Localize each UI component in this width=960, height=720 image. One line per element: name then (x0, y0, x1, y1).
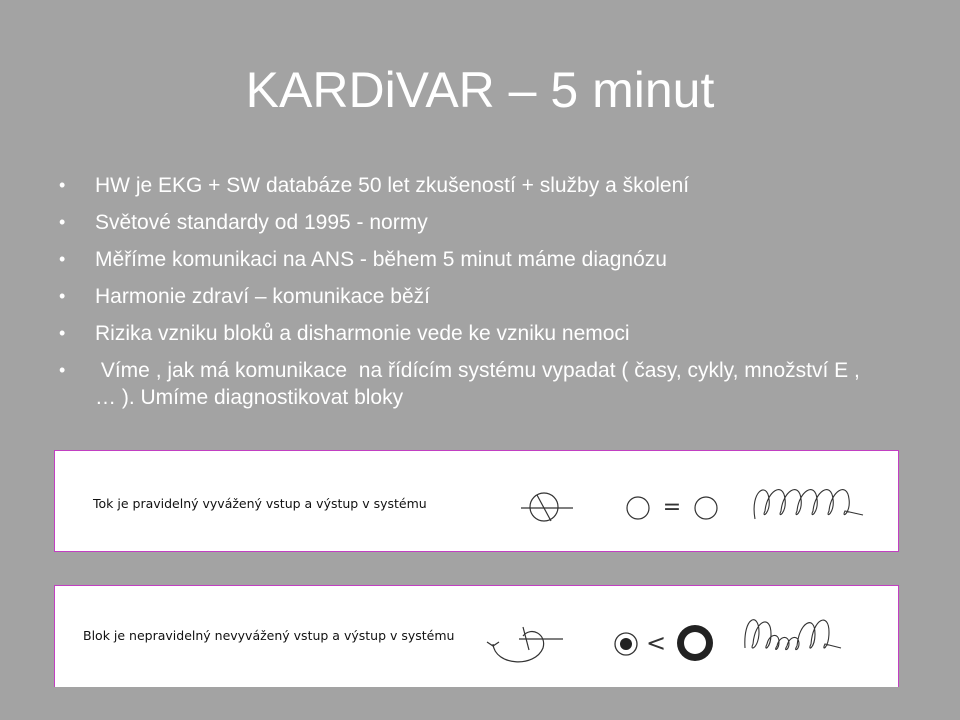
equals-symbol: = (662, 495, 682, 520)
less-than-symbol: < (645, 629, 667, 657)
bullet-dot-icon: • (59, 175, 66, 195)
crossed-circle-icon (521, 493, 573, 521)
bullet-text: Světové standardy od 1995 - normy (95, 211, 428, 234)
block-diagram-label: Blok je nepravidelný nevyvážený vstup a výstup v systému (83, 628, 455, 643)
bullet-dot-icon: • (59, 212, 66, 232)
bullet-item (59, 283, 882, 310)
bullet-item (59, 320, 882, 347)
flow-diagram-graphics (55, 451, 900, 553)
bullet-item (59, 246, 882, 273)
bullet-text: HW je EKG + SW databáze 50 let zkušeností + služby a školení (95, 174, 690, 197)
bullet-text: Rizika vzniku bloků a disharmonie vede ke vzniku nemoci (95, 322, 630, 345)
bullet-item (59, 357, 882, 411)
bullet-dot-icon: • (59, 249, 66, 269)
flow-diagram-panel (54, 450, 899, 552)
bullet-dot-icon: • (59, 360, 66, 380)
bullet-text: Harmonie zdraví – komunikace běží (95, 285, 430, 308)
bullet-text: Víme , jak má komunikace na řídícím systému vypadat ( časy, cykly, množství E , … ). Umíme diagnostikovat bloky (95, 359, 866, 409)
slide-title: KARDiVAR – 5 minut (245, 62, 715, 118)
regular-loops-icon (754, 490, 863, 519)
bullet-text: Měříme komunikaci na ANS - během 5 minut máme diagnózu (95, 248, 667, 271)
irregular-loops-icon (745, 620, 841, 650)
bullet-item (59, 209, 882, 236)
bullet-item (59, 172, 882, 199)
block-diagram-panel (54, 585, 899, 687)
bullet-dot-icon: • (59, 323, 66, 343)
block-diagram-graphics (55, 586, 900, 688)
bullet-dot-icon: • (59, 286, 66, 306)
broken-cycle-icon (487, 627, 563, 662)
bullet-list (59, 172, 882, 421)
flow-diagram-label: Tok je pravidelný vyvážený vstup a výstup v systému (93, 496, 427, 511)
